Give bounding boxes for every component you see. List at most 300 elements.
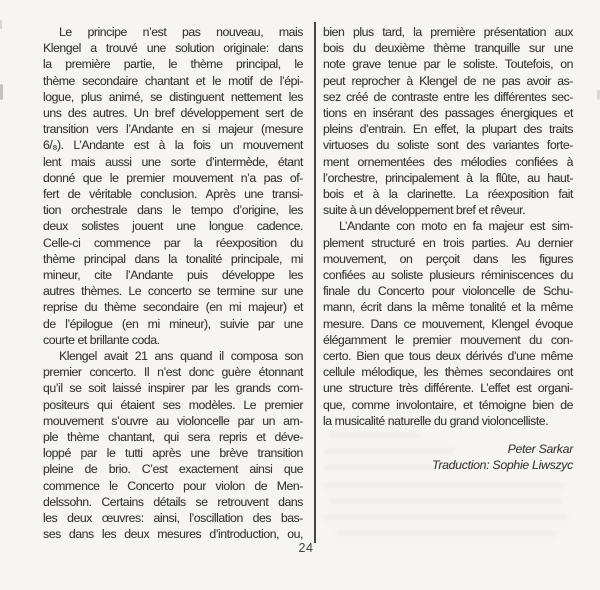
word: modèles.	[188, 397, 236, 412]
word: soliste.	[463, 57, 498, 72]
word: le	[106, 446, 116, 461]
word: et	[293, 300, 303, 315]
word: L’Andante	[73, 138, 125, 153]
text-line	[323, 218, 573, 234]
word: mouvement	[43, 413, 104, 428]
word: deux	[67, 511, 92, 526]
word: avait	[103, 349, 128, 364]
word: détails	[153, 494, 186, 509]
word: moto	[421, 219, 447, 234]
word: thèmes	[444, 365, 483, 380]
word: première	[430, 25, 476, 39]
word: n’est	[142, 25, 167, 39]
word: si	[202, 122, 211, 137]
word: énergiques	[500, 106, 557, 121]
text-line	[323, 380, 573, 396]
word: positeurs	[43, 397, 89, 412]
word: que	[384, 349, 404, 364]
text-line	[43, 170, 303, 186]
word: Le	[243, 397, 257, 412]
text-line	[323, 283, 573, 299]
word: un	[262, 413, 275, 428]
word: exactement	[178, 462, 238, 477]
word: Toutefois,	[504, 57, 554, 72]
word: ment	[323, 154, 349, 169]
text-line	[323, 73, 573, 89]
word: deuxième	[374, 41, 425, 56]
word: une	[323, 381, 343, 396]
word: composa	[230, 349, 278, 364]
word: dérivés	[465, 349, 503, 364]
word: du	[352, 41, 366, 56]
word: tutti	[125, 446, 143, 461]
word: jouent	[132, 219, 163, 234]
word: une	[244, 187, 264, 202]
word: Après	[205, 187, 236, 202]
word: forte-	[546, 138, 573, 153]
word: qui	[163, 430, 179, 445]
word: son	[284, 349, 303, 364]
word: bas-	[280, 511, 303, 526]
word: par	[237, 413, 255, 428]
word: thème	[190, 57, 223, 72]
text-line: suite à un développement bref et rêveur.	[323, 203, 526, 218]
word: est	[529, 219, 545, 234]
word: Schu-	[543, 284, 573, 299]
word: majeur	[488, 219, 524, 234]
word: thème	[67, 430, 100, 445]
word: mi	[229, 300, 242, 315]
text-line	[43, 235, 303, 251]
word: aussi	[105, 154, 132, 169]
word: perçoit	[425, 251, 460, 266]
word: le	[395, 332, 404, 347]
text-line	[323, 40, 573, 56]
word: concerto.	[89, 365, 136, 380]
word: mesures	[157, 527, 202, 542]
text-line	[323, 24, 573, 40]
text-line	[43, 89, 303, 105]
word: Il	[143, 365, 150, 380]
text-line	[323, 397, 573, 413]
word: La	[465, 187, 479, 202]
word: fois	[193, 138, 211, 153]
word: des	[252, 511, 272, 526]
text-line	[43, 478, 303, 494]
word: véritable	[89, 187, 132, 202]
text-line	[43, 413, 303, 429]
word: des	[523, 122, 542, 137]
word: chantant	[144, 73, 189, 88]
word: cellule	[323, 365, 355, 380]
word: as-	[557, 73, 573, 88]
word: Certains	[101, 494, 144, 509]
word: Celle-ci	[43, 235, 81, 250]
word: tempo	[190, 203, 223, 218]
word: plus	[80, 89, 102, 104]
word: majeur)	[248, 300, 287, 315]
word: tonalité	[185, 251, 222, 266]
word: brève	[219, 446, 248, 461]
text-line	[43, 186, 303, 202]
word: mesure.	[323, 316, 365, 331]
text-line	[43, 121, 303, 137]
word: de	[373, 89, 387, 104]
word: mais	[278, 25, 303, 39]
text-line	[43, 494, 303, 510]
word: dans	[387, 300, 412, 315]
word: traits	[549, 122, 573, 137]
word: d’introduction,	[209, 527, 280, 542]
word: trouvé	[105, 41, 138, 56]
word: différente.	[424, 381, 474, 396]
text-line	[43, 40, 303, 56]
word: parties.	[471, 235, 509, 250]
word: ou,	[287, 527, 303, 542]
word: violoncelle	[176, 413, 230, 428]
word: structuré	[371, 235, 416, 250]
word: cadence.	[256, 219, 303, 234]
text-line	[43, 251, 303, 267]
word: il	[219, 349, 224, 364]
word: même	[540, 300, 573, 315]
text-line	[323, 154, 573, 170]
text-line	[323, 316, 573, 332]
word: deux	[435, 349, 461, 364]
word: nouveau,	[216, 25, 264, 39]
word: pour	[431, 284, 455, 299]
word: ses	[162, 397, 181, 412]
word: orchestrale	[71, 203, 128, 218]
word: développement	[180, 106, 259, 121]
word: figures	[539, 251, 573, 266]
word: reprise	[43, 300, 78, 315]
word: que,	[323, 397, 346, 412]
word: autres.	[92, 106, 128, 121]
word: sec-	[551, 89, 573, 104]
word: comme	[351, 397, 390, 412]
paragraph	[323, 218, 573, 429]
word: con	[396, 219, 415, 234]
word: est	[516, 381, 532, 396]
word: dans	[137, 203, 163, 218]
word: n’est	[157, 365, 181, 380]
word: des	[419, 106, 439, 121]
text-line	[43, 397, 303, 413]
text-line	[43, 283, 303, 299]
word: secondaire	[82, 73, 138, 88]
word: étant	[277, 154, 303, 169]
word: on	[560, 57, 573, 72]
word: premier	[264, 397, 303, 412]
word: En	[412, 122, 428, 137]
word: sert	[265, 106, 284, 121]
word: contraste	[391, 89, 439, 104]
word: thème	[104, 300, 137, 315]
word: l’oscillation	[189, 511, 243, 526]
word: mouvement	[242, 138, 303, 153]
word: ne	[482, 73, 496, 88]
word: mineur),	[169, 316, 211, 331]
word: originale:	[223, 41, 269, 56]
word: bois	[323, 41, 344, 56]
word: se	[150, 89, 163, 104]
word: de	[463, 73, 477, 88]
text-line	[323, 105, 573, 121]
word: dans	[134, 251, 160, 266]
word: à	[566, 154, 573, 169]
word: entre	[443, 89, 470, 104]
word: delssohn.	[43, 494, 92, 509]
word: la	[417, 300, 427, 315]
word: un	[220, 138, 234, 153]
word: premier	[43, 365, 82, 380]
word: les	[288, 203, 303, 218]
word: thème	[43, 251, 75, 266]
word: mi	[147, 316, 160, 331]
word: peut	[323, 73, 346, 88]
word: le	[109, 478, 118, 493]
word: principal	[83, 251, 126, 266]
word: retrouvent	[217, 494, 269, 509]
text-line	[43, 348, 303, 364]
word: sez	[323, 89, 341, 104]
word: présentation	[483, 25, 546, 39]
word: effet,	[434, 122, 459, 137]
word: mineur,	[43, 268, 81, 283]
word: écrit	[360, 300, 382, 315]
paragraph	[43, 24, 303, 348]
word: développe	[221, 268, 275, 283]
word: thème	[43, 73, 75, 88]
word: L’Andante	[339, 219, 390, 234]
text-line	[323, 348, 573, 364]
word: réexposition	[215, 235, 277, 250]
word: ans	[154, 349, 174, 364]
word: l’orchestre,	[323, 170, 378, 185]
text-line	[323, 299, 573, 315]
word: nettement	[230, 89, 282, 104]
word: dans	[473, 251, 498, 266]
word: bien	[532, 397, 554, 412]
text-line	[43, 105, 303, 121]
word: d’origine,	[233, 203, 279, 218]
word: donc	[188, 365, 214, 380]
word: ainsi	[249, 462, 273, 477]
word: con-	[550, 332, 573, 347]
word: trois	[443, 235, 465, 250]
word: puis	[187, 268, 208, 283]
word: le	[168, 57, 177, 72]
word: se	[198, 284, 211, 299]
right-text-column	[323, 24, 573, 429]
text-line	[323, 364, 573, 380]
word: loppé	[43, 446, 71, 461]
text-line	[43, 364, 303, 380]
word: en	[353, 106, 367, 121]
word: ple	[43, 430, 59, 445]
word: soliste	[397, 138, 429, 153]
word: plusieurs	[429, 268, 475, 283]
word: suivie	[219, 316, 249, 331]
word: d’intermède,	[205, 154, 268, 169]
word: fait	[558, 187, 573, 202]
word: après	[152, 446, 181, 461]
word: dans	[278, 41, 303, 56]
word: ainsi,	[153, 511, 180, 526]
word: les	[101, 527, 117, 542]
word: motif	[228, 73, 253, 88]
word: sim-	[551, 219, 573, 234]
word: à	[372, 187, 379, 202]
word: de	[259, 73, 273, 88]
word: d’une	[507, 349, 536, 364]
text-line	[323, 235, 573, 251]
word: la	[43, 57, 52, 72]
word: même	[540, 349, 573, 364]
word: dernier	[537, 235, 573, 250]
word: une	[283, 316, 303, 331]
word: de	[560, 397, 573, 412]
word: termine	[216, 284, 255, 299]
text-line	[323, 137, 573, 153]
word: des	[433, 154, 452, 169]
word: brio.	[108, 462, 131, 477]
word: étaient	[120, 397, 155, 412]
word: avoir	[526, 73, 551, 88]
text-line	[323, 332, 573, 348]
word: mélodies	[460, 154, 507, 169]
word: en	[422, 235, 436, 250]
scan-edge-artifact	[0, 84, 3, 100]
word: par	[191, 381, 208, 396]
word: soit	[88, 381, 106, 396]
word: Un	[133, 106, 149, 121]
word: témoigne	[478, 397, 526, 412]
word: confiées	[515, 154, 558, 169]
word: l’Andante	[125, 122, 174, 137]
word: élégamment	[323, 332, 387, 347]
word: les	[288, 268, 303, 283]
word: le	[172, 203, 181, 218]
word: tard,	[382, 25, 405, 39]
word: Concerto	[377, 284, 425, 299]
word: Au	[516, 235, 531, 250]
word: deux	[124, 527, 150, 542]
word: fert	[43, 187, 59, 202]
text-line	[43, 137, 303, 153]
word: principalement	[385, 170, 459, 185]
word: Bien	[356, 349, 380, 364]
word: de	[254, 478, 268, 493]
word: haut-	[547, 170, 573, 185]
word: principal,	[236, 57, 281, 72]
word: plus	[352, 25, 374, 39]
word: finale	[323, 284, 350, 299]
word: of-	[289, 170, 303, 185]
word: du	[84, 300, 98, 315]
word: une	[141, 154, 161, 169]
word: les	[474, 89, 489, 104]
word: transition	[43, 122, 89, 137]
word: mann,	[323, 300, 355, 315]
word: plupart	[481, 122, 517, 137]
word: L’effet	[480, 381, 510, 396]
word: au	[156, 413, 169, 428]
word: de	[43, 316, 56, 331]
word: soliste	[391, 268, 423, 283]
word: Klengel	[59, 349, 97, 364]
word: mi	[290, 251, 303, 266]
word: bien	[323, 25, 345, 39]
word: des	[67, 106, 87, 121]
word: tranquille	[474, 41, 520, 56]
word: mais	[70, 154, 96, 169]
word: que	[283, 462, 303, 477]
word: s’ouvre	[111, 413, 148, 428]
word: les	[43, 511, 58, 526]
word: par	[163, 235, 181, 250]
text-line	[323, 89, 573, 105]
word: Concerto	[127, 478, 174, 493]
word: première	[65, 57, 111, 72]
word: certo.	[323, 349, 352, 364]
word: l’épilogue	[65, 316, 113, 331]
word: deux	[43, 219, 68, 234]
word: se	[69, 381, 82, 396]
word: grands	[235, 381, 271, 396]
signature-line: Traduction: Sophie Liwszyc	[432, 458, 573, 473]
text-line	[323, 170, 573, 186]
word: mouvement,	[323, 251, 387, 266]
word: partie,	[123, 57, 155, 72]
word: pleine	[43, 462, 74, 477]
word: la	[388, 187, 398, 202]
word: pas	[263, 170, 283, 185]
word: et	[563, 106, 573, 121]
word: vers	[96, 122, 118, 137]
word: fa	[472, 219, 482, 234]
word: secondaires	[489, 365, 551, 380]
word: différentes	[493, 89, 547, 104]
word: par	[80, 446, 97, 461]
word: pas	[182, 25, 201, 39]
word: une	[176, 219, 196, 234]
word: une	[283, 284, 303, 299]
word: à	[406, 73, 413, 88]
word: l’Andante	[125, 268, 173, 283]
word: sorte	[170, 154, 196, 169]
text-line	[43, 202, 303, 218]
word: virtuoses	[323, 138, 369, 153]
signature-line: Peter Sarkar	[507, 442, 573, 456]
word: le	[212, 73, 221, 88]
word: même	[431, 300, 465, 315]
word: cite	[94, 268, 112, 283]
word: Klengel	[491, 316, 530, 331]
author-signature	[323, 441, 573, 473]
word: pleins	[323, 122, 353, 137]
word: pour	[183, 478, 206, 493]
word: très	[399, 381, 418, 396]
text-line	[323, 121, 573, 137]
word: une	[146, 41, 166, 56]
word: sont	[436, 138, 459, 153]
word: note	[323, 57, 346, 72]
word: organi-	[537, 381, 573, 396]
word: réexposition	[487, 187, 549, 202]
word: 21	[134, 349, 148, 364]
